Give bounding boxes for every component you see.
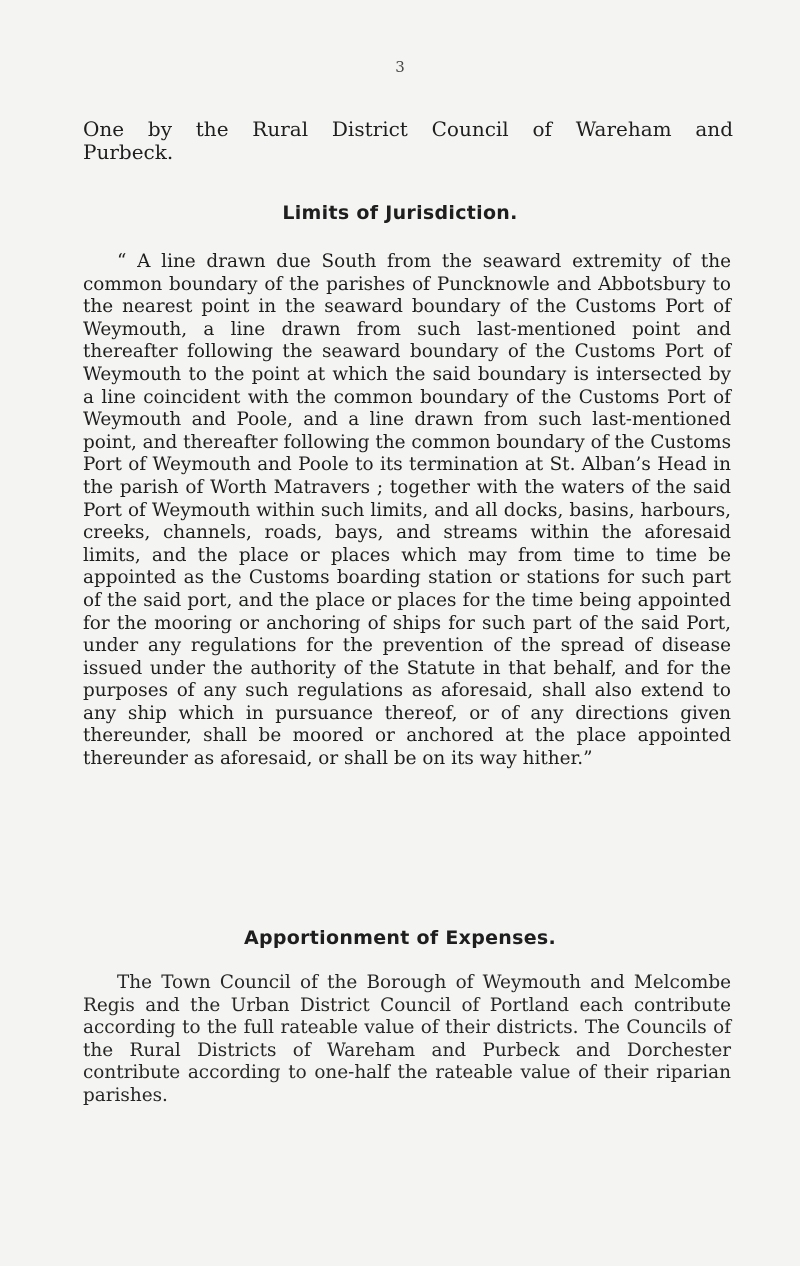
apportionment-paragraph: The Town Council of the Borough of Weymouth and Melcombe Regis and the Urban District Council of Portland each contribute according to the full rateable value of their districts. The Councils of the Rural Districts of Wareham and Purbeck and Dorchester contribute according to one-half the rateable value of their riparian parishes. bbox=[83, 972, 731, 1106]
page-number: 3 bbox=[395, 58, 405, 76]
limits-paragraph: “ A line drawn due South from the seaward extremity of the common boundary of the parishes of Puncknowle and Abbotsbury to the nearest point in the seaward boundary of the Customs Port of Weymouth, a line drawn from such last-mentioned point and thereafter following the seaward boundary of the Customs Port of Weymouth to the point at which the said boundary is intersected by a line coincident with the common boundary of the Customs Port of Weymouth and Poole, and a line drawn from such last-mentioned point, and thereafter following the common boundary of the Customs Port of Weymouth and Poole to its termination at St. Alban’s Head in the parish of Worth Matravers ; together with the waters of the said Port of Weymouth within such limits, and all docks, basins, harbours, creeks, channels, roads, bays, and streams within the aforesaid limits, and the place or places which may from time to time be appointed as the Customs boarding station or stations for such part of the said port, and the place or places for the time being appointed for the mooring or anchoring of ships for such part of the said Port, under any regulations for the prevention of the spread of disease issued under the authority of the Statute in that behalf, and for the purposes of any such regulations as aforesaid, shall also extend to any ship which in pursuance thereof, or of any directions given thereunder, shall be moored or anchored at the place appointed thereunder as aforesaid, or shall be on its way hither.” bbox=[83, 251, 732, 770]
intro-paragraph bbox=[83, 118, 733, 164]
apportionment-heading: Apportionment of Expenses. bbox=[243, 927, 557, 949]
limits-heading: Limits of Jurisdiction. bbox=[282, 202, 518, 224]
intro-line-2: Purbeck. bbox=[83, 140, 174, 164]
intro-line-1: One by the Rural District Council of Wareham and bbox=[83, 117, 733, 141]
